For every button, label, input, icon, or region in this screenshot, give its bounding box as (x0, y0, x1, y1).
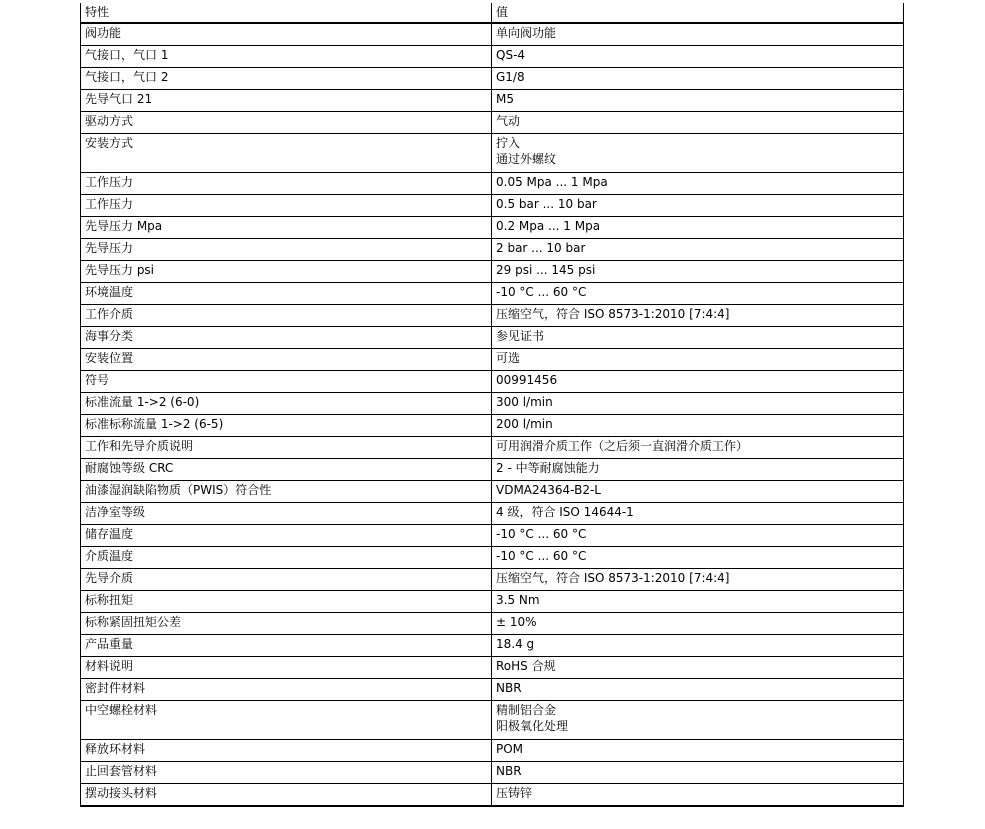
table-row (81, 547, 904, 569)
table-row (81, 327, 904, 349)
property-cell: 符号 (81, 371, 492, 393)
property-cell: 海事分类 (81, 327, 492, 349)
property-cell: 介质温度 (81, 547, 492, 569)
property-cell: 工作压力 (81, 195, 492, 217)
table-row (81, 613, 904, 635)
table-row (81, 261, 904, 283)
value-line: 拧入 (496, 136, 521, 150)
value-cell (492, 283, 904, 305)
property-cell: 摆动接头材料 (81, 784, 492, 807)
value-cell (492, 547, 904, 569)
value-line: 压铸锌 (496, 786, 533, 800)
property-cell: 工作介质 (81, 305, 492, 327)
value-line: 阳极氧化处理 (496, 719, 569, 733)
table-header-row (81, 3, 904, 23)
value-line: 0.05 Mpa ... 1 Mpa (496, 175, 608, 189)
value-cell (492, 701, 904, 740)
value-cell (492, 481, 904, 503)
value-line: 参见证书 (496, 329, 545, 343)
value-line: QS-4 (496, 48, 526, 62)
table-row (81, 112, 904, 134)
value-cell (492, 657, 904, 679)
table-row (81, 415, 904, 437)
value-line: 300 l/min (496, 395, 553, 409)
value-line: 精制铝合金 (496, 703, 557, 717)
table-row (81, 591, 904, 613)
value-line: VDMA24364-B2-L (496, 483, 601, 497)
value-line: 2 bar ... 10 bar (496, 241, 586, 255)
property-cell: 先导压力 (81, 239, 492, 261)
value-line: 气动 (496, 114, 521, 128)
value-line: 200 l/min (496, 417, 553, 431)
value-line: POM (496, 742, 524, 756)
value-line: 0.2 Mpa ... 1 Mpa (496, 219, 601, 233)
value-line: NBR (496, 764, 522, 778)
table-row (81, 217, 904, 239)
value-line: 0.5 bar ... 10 bar (496, 197, 597, 211)
table-row (81, 740, 904, 762)
property-cell: 释放环材料 (81, 740, 492, 762)
table-row (81, 635, 904, 657)
table-row (81, 239, 904, 261)
property-cell: 标称紧固扭矩公差 (81, 613, 492, 635)
property-cell: 安装方式 (81, 134, 492, 173)
value-cell (492, 23, 904, 46)
value-cell (492, 762, 904, 784)
value-cell (492, 569, 904, 591)
table-row (81, 657, 904, 679)
value-line: 2 - 中等耐腐蚀能力 (496, 461, 600, 475)
value-cell (492, 613, 904, 635)
property-cell: 先导介质 (81, 569, 492, 591)
value-line: M5 (496, 92, 514, 106)
property-cell: 储存温度 (81, 525, 492, 547)
value-cell (492, 371, 904, 393)
table-row (81, 46, 904, 68)
value-cell (492, 591, 904, 613)
property-cell: 标称扭矩 (81, 591, 492, 613)
value-cell (492, 503, 904, 525)
table-row (81, 679, 904, 701)
value-line: 4 级，符合 ISO 14644-1 (496, 505, 634, 519)
property-cell: 标准标称流量 1->2 (6-5) (81, 415, 492, 437)
value-line: 通过外螺纹 (496, 152, 557, 166)
table-row (81, 503, 904, 525)
property-cell: 洁净室等级 (81, 503, 492, 525)
value-line: RoHS 合规 (496, 659, 556, 673)
spec-table (80, 3, 904, 807)
value-cell (492, 173, 904, 195)
value-cell (492, 261, 904, 283)
value-line: -10 °C ... 60 °C (496, 549, 587, 563)
value-cell (492, 327, 904, 349)
value-line: 可用润滑介质工作（之后须一直润滑介质工作） (496, 439, 749, 453)
value-cell (492, 784, 904, 807)
table-row (81, 68, 904, 90)
property-cell: 阀功能 (81, 23, 492, 46)
value-cell (492, 679, 904, 701)
property-cell: 驱动方式 (81, 112, 492, 134)
table-row (81, 481, 904, 503)
value-cell (492, 459, 904, 481)
table-row (81, 393, 904, 415)
table-row (81, 525, 904, 547)
value-cell (492, 740, 904, 762)
property-cell: 中空螺栓材料 (81, 701, 492, 740)
value-line: 18.4 g (496, 637, 535, 651)
value-cell (492, 217, 904, 239)
header-property: 特性 (81, 3, 492, 23)
property-cell: 气接口，气口 2 (81, 68, 492, 90)
value-line: ± 10% (496, 615, 537, 629)
property-cell: 工作和先导介质说明 (81, 437, 492, 459)
value-cell (492, 195, 904, 217)
value-cell (492, 525, 904, 547)
value-cell (492, 305, 904, 327)
value-line: 压缩空气，符合 ISO 8573-1:2010 [7:4:4] (496, 571, 730, 585)
table-row (81, 569, 904, 591)
property-cell: 密封件材料 (81, 679, 492, 701)
property-cell: 止回套管材料 (81, 762, 492, 784)
property-cell: 油漆湿润缺陷物质（PWIS）符合性 (81, 481, 492, 503)
header-value: 值 (492, 3, 904, 23)
table-row (81, 23, 904, 46)
property-cell: 先导气口 21 (81, 90, 492, 112)
table-row (81, 305, 904, 327)
value-cell (492, 437, 904, 459)
value-line: NBR (496, 681, 522, 695)
value-line: -10 °C ... 60 °C (496, 285, 587, 299)
value-line: 00991456 (496, 373, 558, 387)
property-cell: 工作压力 (81, 173, 492, 195)
table-row (81, 437, 904, 459)
table-row (81, 283, 904, 305)
table-row (81, 762, 904, 784)
value-line: 可选 (496, 351, 521, 365)
table-row (81, 784, 904, 807)
property-cell: 标准流量 1->2 (6-0) (81, 393, 492, 415)
property-cell: 先导压力 psi (81, 261, 492, 283)
table-row (81, 134, 904, 173)
property-cell: 耐腐蚀等级 CRC (81, 459, 492, 481)
table-row (81, 90, 904, 112)
value-cell (492, 393, 904, 415)
property-cell: 气接口，气口 1 (81, 46, 492, 68)
property-cell: 环境温度 (81, 283, 492, 305)
value-cell (492, 635, 904, 657)
value-cell (492, 112, 904, 134)
value-cell (492, 349, 904, 371)
table-row (81, 459, 904, 481)
value-line: 压缩空气，符合 ISO 8573-1:2010 [7:4:4] (496, 307, 730, 321)
table-row (81, 371, 904, 393)
property-cell: 先导压力 Mpa (81, 217, 492, 239)
value-cell (492, 90, 904, 112)
value-cell (492, 415, 904, 437)
table-row (81, 349, 904, 371)
value-line: 3.5 Nm (496, 593, 540, 607)
property-cell: 产品重量 (81, 635, 492, 657)
property-cell: 材料说明 (81, 657, 492, 679)
value-line: 29 psi ... 145 psi (496, 263, 596, 277)
table-row (81, 173, 904, 195)
value-line: G1/8 (496, 70, 525, 84)
value-cell (492, 46, 904, 68)
property-cell: 安装位置 (81, 349, 492, 371)
value-line: -10 °C ... 60 °C (496, 527, 587, 541)
spec-table-body (81, 3, 904, 806)
value-cell (492, 68, 904, 90)
value-cell (492, 134, 904, 173)
table-row (81, 701, 904, 740)
value-cell (492, 239, 904, 261)
value-line: 单向阀功能 (496, 26, 557, 40)
table-row (81, 195, 904, 217)
